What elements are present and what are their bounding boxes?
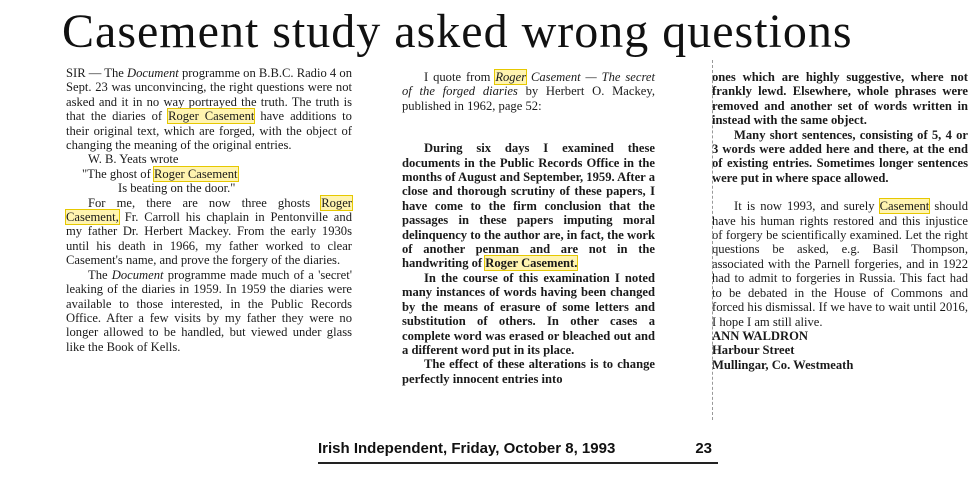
quote-paragraph-5: Many short sentences, consisting of 5, 4 or 3 words were added here and there, at the end of existing entries. Sometimes longer sentences were put in where space allowed. — [712, 127, 968, 185]
closing-paragraph: It is now 1993, and surely Casement should have his human rights restored and this injustice of forgery be scientifically examined. Let the right questions be asked, e.g. Basil Thompson, associated with the Parnell forgeries, and in 1922 had to admit to forgeries in Russia. This fact had to be debated in the House of Commons and forced his dismissal. If we have to wait until 2016, I hope I am still alive. — [712, 199, 968, 329]
column-divider — [712, 60, 713, 420]
footer-dateline — [318, 440, 720, 457]
highlight-casement: Casement — [879, 199, 930, 214]
quote-continuation: ones which are highly suggestive, where not frankly lewd. Elsewhere, whole phrases were removed and another set of words written in instead with the same object. — [712, 70, 968, 128]
quote-paragraph-3: The effect of these alterations is to change perfectly innocent entries into — [402, 357, 655, 386]
headline: Casement study asked wrong questions — [62, 5, 853, 58]
highlight-roger-casement: Roger Casement. — [485, 256, 578, 271]
signature: ANN WALDRON — [712, 328, 808, 343]
highlight-roger: Roger — [495, 70, 527, 84]
poem-line-1: "The ghost of Roger Casement — [82, 166, 238, 181]
highlight-roger-casement: Roger Casement — [153, 166, 238, 181]
address-line-1: Harbour Street — [712, 343, 795, 358]
poem-line-2: Is beating on the door." — [118, 181, 236, 196]
quote-intro: I quote from Roger Casement — The secret of the forged diaries by Herbert O. Mackey, published in 1962, page 52: — [402, 70, 656, 113]
column-1 — [66, 66, 352, 354]
page-number: 23 — [695, 440, 712, 457]
highlight-roger-casement: Roger Casement, — [66, 195, 352, 225]
three-ghosts-paragraph: For me, there are now three ghosts Roger Casement, Fr. Carroll his chaplain in Pentonville and my father Dr. Herbert Mackey. From the early 1930s until his death in 1966, my father worked to clear Casement's name, and prove the forgery of the diaries. — [66, 195, 352, 268]
highlight-roger-casement: Roger Casement — [168, 109, 255, 124]
footer-rule — [318, 462, 718, 464]
column-3 — [712, 70, 968, 372]
yeats-intro: W. B. Yeats wrote — [88, 152, 179, 167]
column-2 — [402, 70, 655, 386]
document-programme-paragraph: The Document programme made much of a 'secret' leaking of the diaries in 1959. In 1959 the diaries were available to those interested, in the Public Records Office. After a few visits by my father they were no longer allowed to be handled, but viewed under glass like the Book of Kells. — [66, 267, 352, 354]
publication-dateline: Irish Independent, Friday, October 8, 1993 — [318, 440, 616, 457]
address-line-2: Mullingar, Co. Westmeath — [712, 357, 854, 372]
quote-paragraph-1: During six days I examined these documents in the Public Records Office in the months of August and September, 1959. After a close and thorough scrutiny of these papers, I have come to the firm conclusion that the passages in these papers imputing moral delinquency to the author are, in fact, the work of another penman and are not in the handwriting of Roger Casement. — [402, 141, 655, 271]
quote-paragraph-2: In the course of this examination I noted many instances of words having been changed by the means of erasure of some letters and substitution of others. In other cases a complete word was erased or bleached out and a different word put in its place. — [402, 270, 655, 357]
letter-opening: SIR — The Document programme on B.B.C. Radio 4 on Sept. 23 was unconvincing, the right questions were not asked and it in no way portrayed the truth. The truth is that the diaries of Roger Casement have additions to their original text, which are forged, with the object of changing the meaning of the original entries. — [66, 66, 352, 153]
